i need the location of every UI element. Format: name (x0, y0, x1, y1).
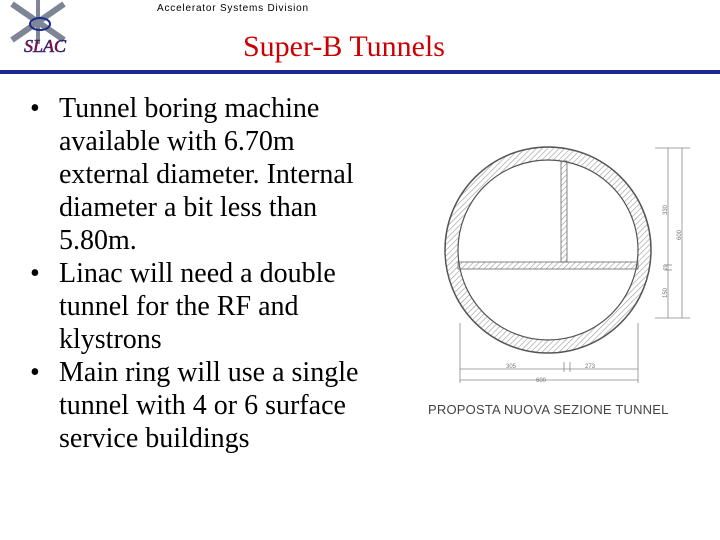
bullet-text: Linac will need a double tunnel for the RF and klystrons (59, 258, 336, 355)
bullet-dot: • (30, 357, 40, 388)
dim-total: 600 (677, 229, 683, 240)
tunnel-cross-section-drawing (420, 140, 720, 430)
dim-upper: 330 (663, 204, 669, 215)
dim-bottom: 600 (536, 378, 547, 384)
page-title: Super-B Tunnels (243, 30, 445, 63)
tunnel-divider-wall (561, 161, 567, 262)
bullet-item (30, 356, 390, 455)
figure-caption: PROPOSTA NUOVA SEZIONE TUNNEL (428, 402, 669, 417)
tunnel-floor-slab (458, 262, 638, 269)
bullet-text: Main ring will use a single tunnel with 4 or 6 surface service buildings (59, 357, 359, 454)
dim-small: 20 (663, 264, 669, 270)
tunnel-inner-bore (458, 160, 638, 340)
header-divider (0, 70, 720, 74)
bullet-item (30, 92, 390, 257)
dim-left-width: 305 (506, 364, 517, 370)
bullet-text: Tunnel boring machine available with 6.70m external diameter. Internal diameter a bit less than 5.80m. (59, 93, 354, 256)
slac-logo (6, 0, 70, 62)
dim-right-width: 273 (585, 364, 596, 370)
division-label: Accelerator Systems Division (157, 3, 309, 14)
bullet-dot: • (30, 258, 40, 289)
bullet-dot: • (30, 93, 40, 124)
dim-lower: 150 (663, 287, 669, 298)
bullet-list (30, 92, 390, 455)
bullet-item (30, 257, 390, 356)
logo-text: SLAC (24, 36, 67, 56)
